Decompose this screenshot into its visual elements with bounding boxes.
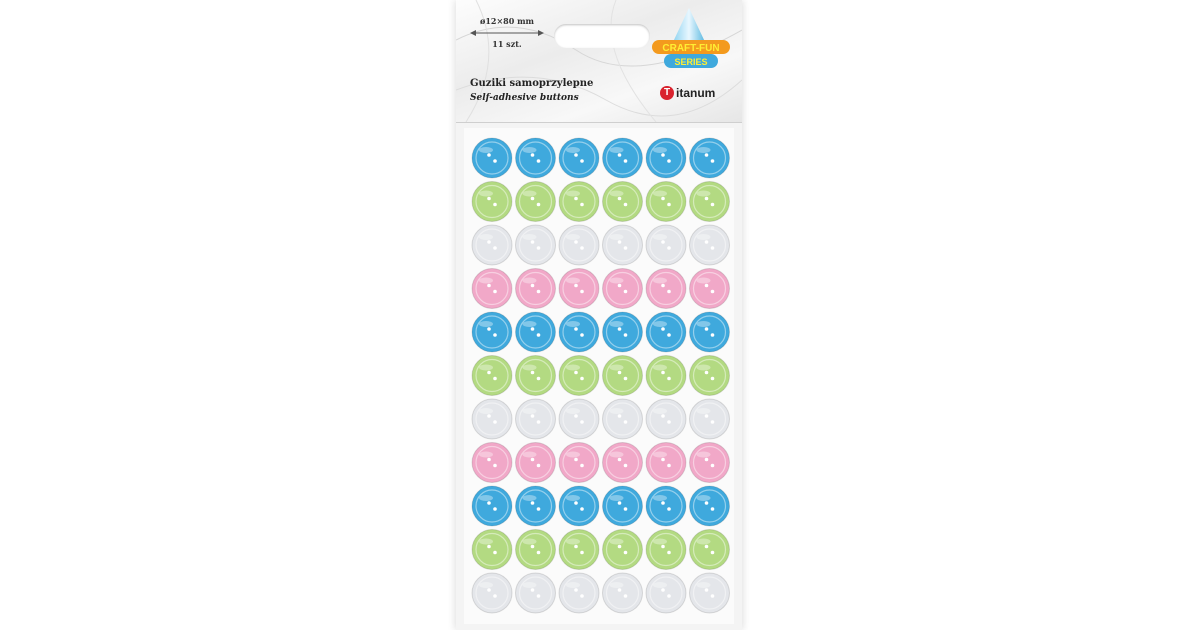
adhesive-button-white xyxy=(690,573,730,613)
adhesive-button-pink xyxy=(516,269,556,309)
adhesive-button-pink xyxy=(516,443,556,483)
button-sheet xyxy=(464,128,734,624)
adhesive-button-blue xyxy=(559,138,599,178)
adhesive-button-white xyxy=(690,225,730,265)
adhesive-button-pink xyxy=(646,443,686,483)
count-label: 11 szt. xyxy=(492,39,522,49)
buttons-grid xyxy=(464,128,734,624)
adhesive-button-blue xyxy=(690,312,730,352)
adhesive-button-white xyxy=(559,225,599,265)
adhesive-button-green xyxy=(646,182,686,222)
package-header-card xyxy=(456,0,742,123)
adhesive-button-pink xyxy=(603,269,643,309)
adhesive-button-white xyxy=(472,225,512,265)
adhesive-button-green xyxy=(559,356,599,396)
adhesive-button-white xyxy=(690,399,730,439)
adhesive-button-blue xyxy=(472,486,512,526)
adhesive-button-white xyxy=(472,573,512,613)
brand-mark-icon: T xyxy=(660,86,674,100)
product-title-pl: Guziki samoprzylepne xyxy=(470,78,594,89)
adhesive-button-white xyxy=(646,225,686,265)
dimension-arrow-icon xyxy=(470,29,544,37)
adhesive-button-blue xyxy=(603,312,643,352)
adhesive-button-white xyxy=(516,573,556,613)
adhesive-button-white xyxy=(646,573,686,613)
adhesive-button-green xyxy=(603,182,643,222)
adhesive-button-green xyxy=(646,356,686,396)
adhesive-button-green xyxy=(472,530,512,570)
adhesive-button-blue xyxy=(516,486,556,526)
adhesive-button-pink xyxy=(559,269,599,309)
adhesive-button-blue xyxy=(603,138,643,178)
adhesive-button-green xyxy=(690,182,730,222)
adhesive-button-blue xyxy=(690,138,730,178)
adhesive-button-white xyxy=(603,225,643,265)
adhesive-button-blue xyxy=(559,486,599,526)
adhesive-button-blue xyxy=(472,312,512,352)
brand-name: itanum xyxy=(676,86,716,100)
adhesive-button-green xyxy=(646,530,686,570)
adhesive-button-pink xyxy=(646,269,686,309)
adhesive-button-pink xyxy=(472,269,512,309)
adhesive-button-blue xyxy=(646,312,686,352)
size-label: ø12×80 mm xyxy=(479,16,535,26)
adhesive-button-green xyxy=(690,530,730,570)
adhesive-button-white xyxy=(603,399,643,439)
adhesive-button-pink xyxy=(690,443,730,483)
product-title-en: Self-adhesive buttons xyxy=(470,93,579,103)
adhesive-button-green xyxy=(472,182,512,222)
adhesive-button-blue xyxy=(559,312,599,352)
adhesive-button-green xyxy=(603,356,643,396)
adhesive-button-pink xyxy=(472,443,512,483)
craft-fun-series-logo xyxy=(650,36,732,72)
adhesive-button-green xyxy=(516,530,556,570)
adhesive-button-green xyxy=(516,356,556,396)
adhesive-button-white xyxy=(472,399,512,439)
adhesive-button-pink xyxy=(603,443,643,483)
product-package xyxy=(456,0,742,630)
adhesive-button-green xyxy=(559,530,599,570)
adhesive-button-pink xyxy=(559,443,599,483)
adhesive-button-green xyxy=(690,356,730,396)
series-word-1: CRAFT-FUN xyxy=(662,43,720,54)
adhesive-button-white xyxy=(516,399,556,439)
adhesive-button-green xyxy=(559,182,599,222)
adhesive-button-white xyxy=(559,399,599,439)
adhesive-button-green xyxy=(472,356,512,396)
adhesive-button-blue xyxy=(646,486,686,526)
adhesive-button-green xyxy=(516,182,556,222)
adhesive-button-blue xyxy=(690,486,730,526)
adhesive-button-blue xyxy=(516,138,556,178)
adhesive-button-blue xyxy=(603,486,643,526)
adhesive-button-white xyxy=(516,225,556,265)
series-word-2: SERIES xyxy=(674,57,708,67)
adhesive-button-blue xyxy=(646,138,686,178)
adhesive-button-white xyxy=(603,573,643,613)
brand-logo xyxy=(660,84,715,102)
adhesive-button-white xyxy=(559,573,599,613)
adhesive-button-green xyxy=(603,530,643,570)
adhesive-button-blue xyxy=(516,312,556,352)
adhesive-button-blue xyxy=(472,138,512,178)
adhesive-button-white xyxy=(646,399,686,439)
hang-hole xyxy=(554,24,650,48)
adhesive-button-pink xyxy=(690,269,730,309)
